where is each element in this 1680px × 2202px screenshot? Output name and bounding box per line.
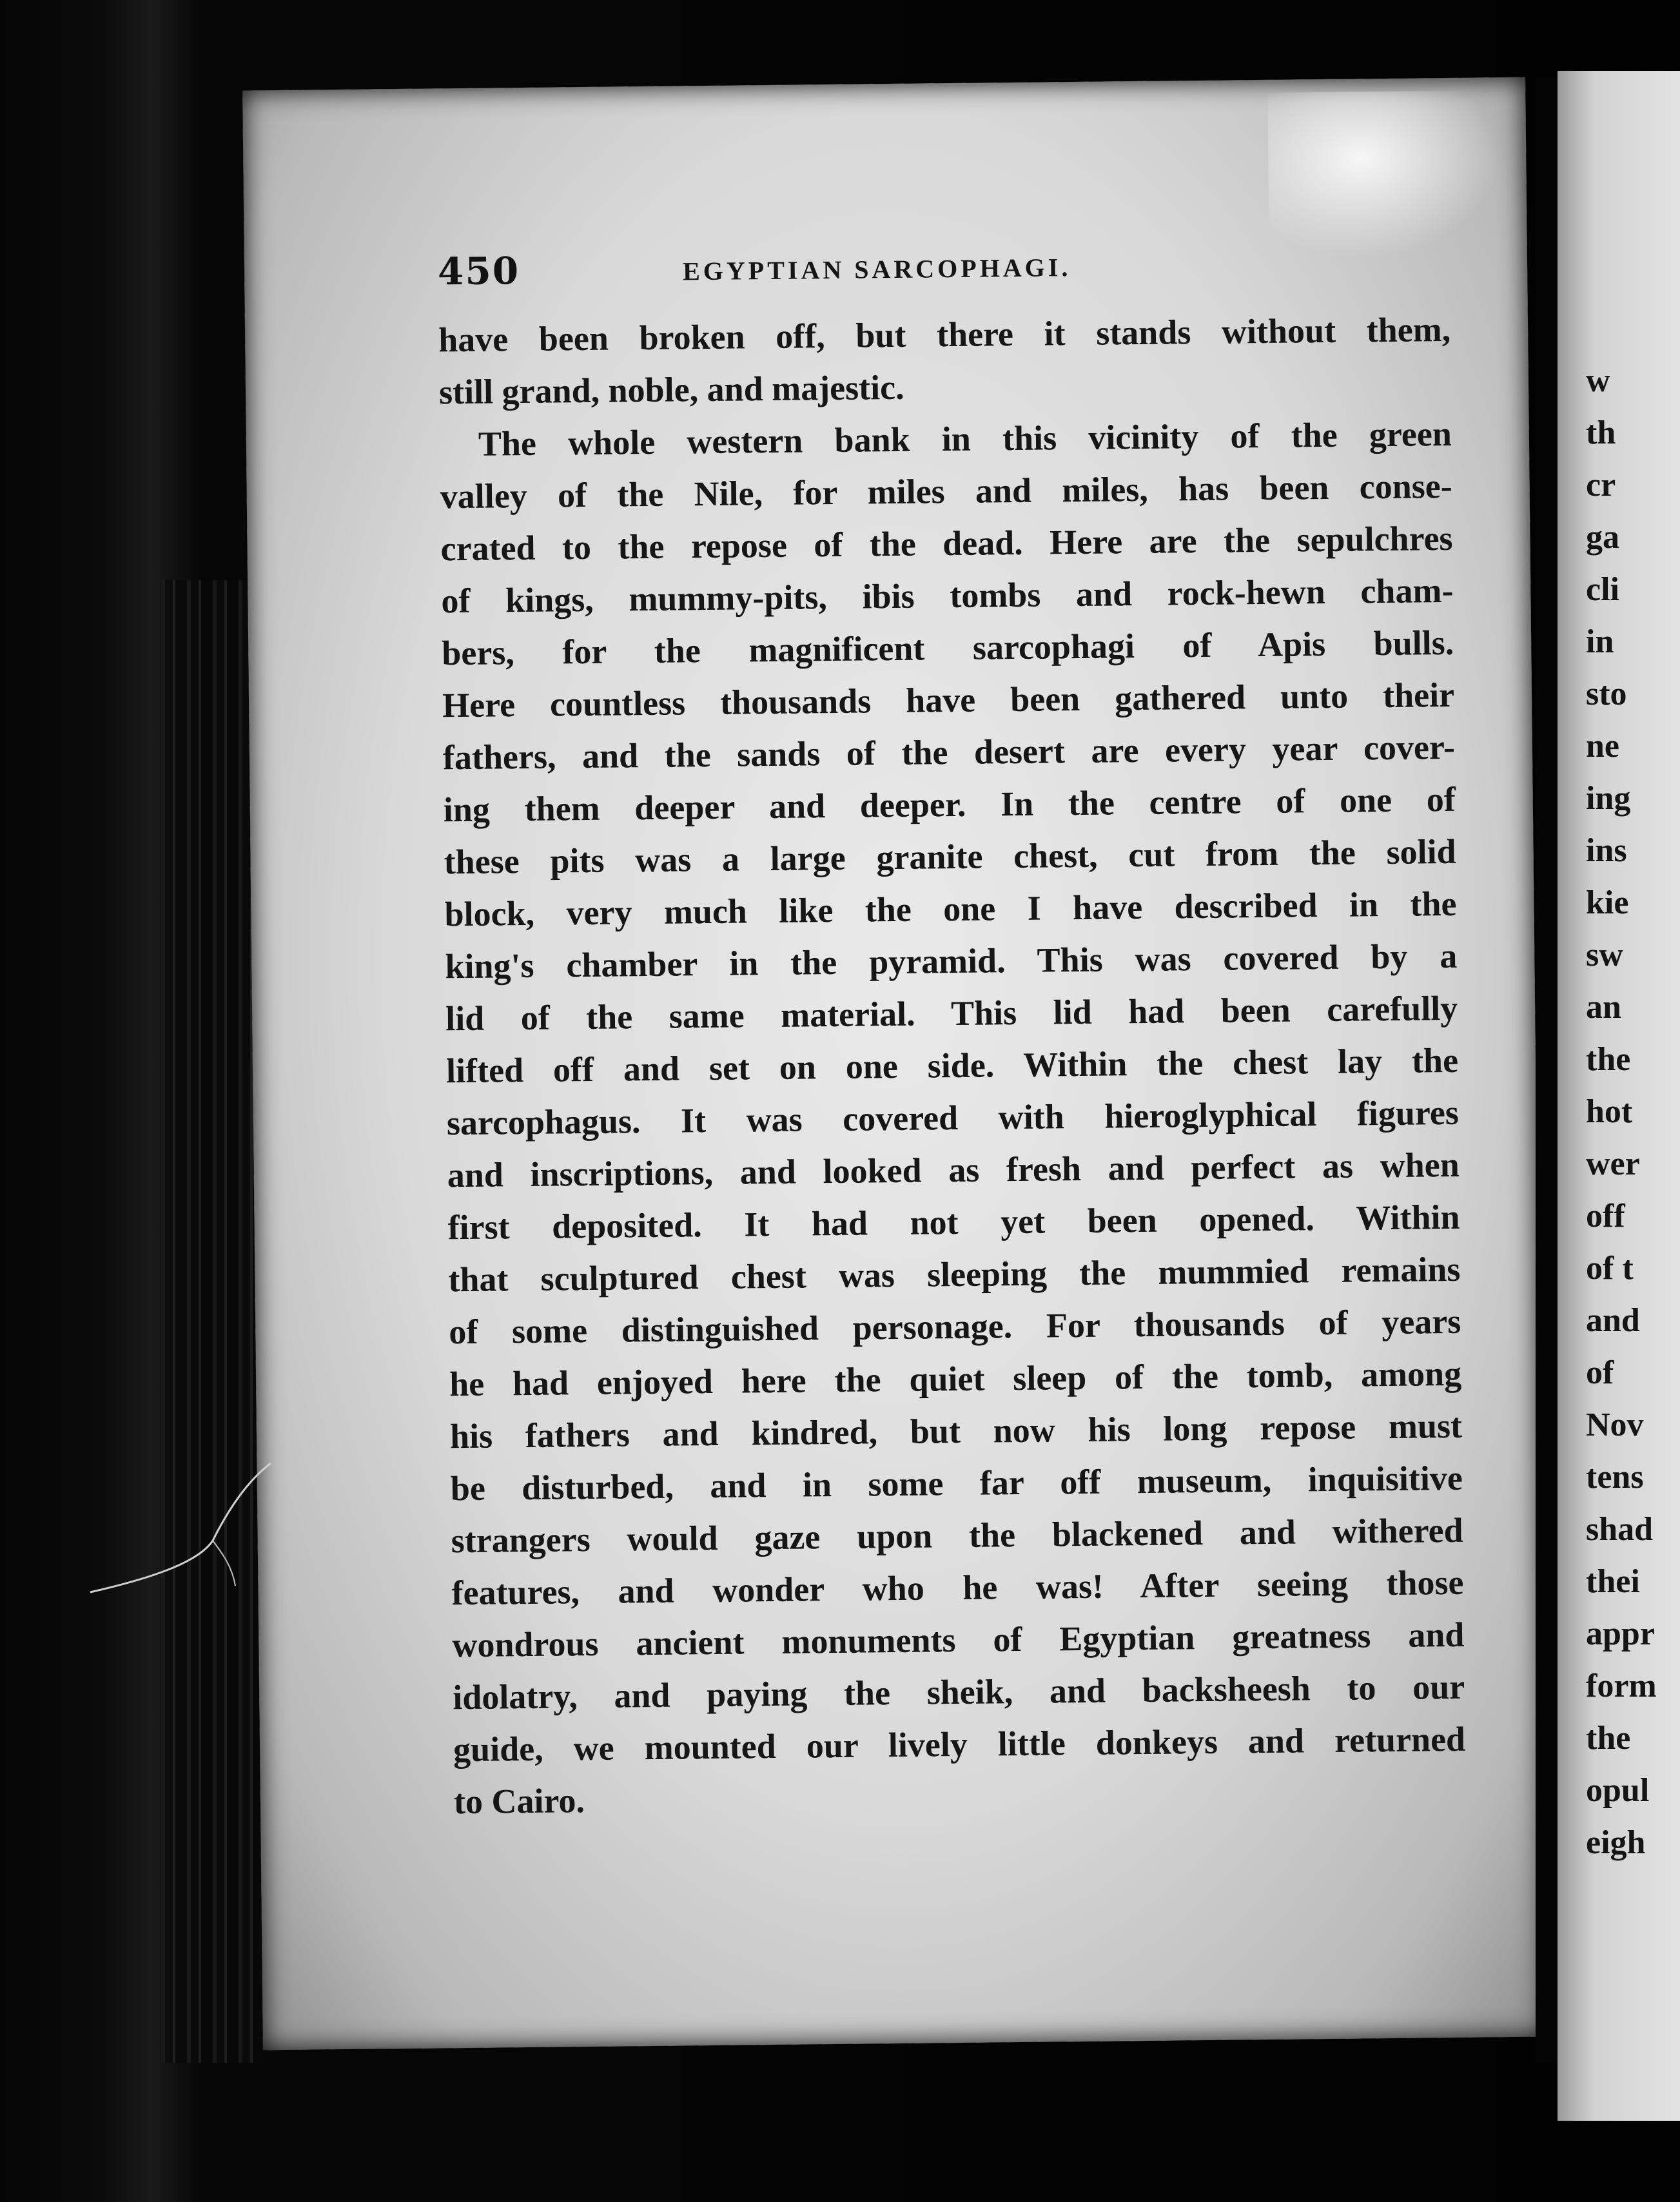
facing-text-fragment: hot	[1586, 1093, 1633, 1130]
facing-text-fragment: of	[1586, 1354, 1614, 1391]
text-line: fathers, and the sands of the desert are every year cover-	[442, 727, 1456, 777]
text-line: of kings, mummy-pits, ibis tombs and rock-hewn cham-	[441, 570, 1454, 621]
facing-text-fragment: cli	[1586, 571, 1619, 608]
facing-text-fragment: Nov	[1586, 1407, 1644, 1443]
text-line: The whole western bank in this vicinity of the green	[478, 414, 1452, 463]
text-line: have been broken off, but there it stands without them,	[438, 309, 1451, 360]
facing-text-fragment: thei	[1586, 1563, 1640, 1600]
facing-text-fragment: w	[1586, 362, 1610, 399]
text-line: crated to the repose of the dead. Here are the sepulchres	[440, 518, 1453, 569]
text-line: ing them deeper and deeper. In the centre of one of	[443, 779, 1456, 830]
text-line: lid of the same material. This lid had been carefully	[445, 988, 1458, 1038]
text-line: that sculptured chest was sleeping the mummied remains	[448, 1249, 1461, 1300]
text-line: king's chamber in the pyramid. This was covered by a	[445, 936, 1458, 986]
text-line: first deposited. It had not yet been opened. Within	[447, 1197, 1460, 1247]
text-line: wondrous ancient monuments of Egyptian greatness and	[452, 1615, 1465, 1665]
running-head	[438, 240, 1341, 302]
text-line: of some distinguished personage. For thousands of years	[449, 1301, 1461, 1352]
text-line: be disturbed, and in some far off museum, inquisitive	[450, 1458, 1463, 1508]
text-line: his fathers and kindred, but now his long repose must	[449, 1406, 1463, 1456]
text-line: Here countless thousands have been gathered unto their	[442, 675, 1455, 725]
text-line: he had enjoyed here the quiet sleep of the tomb, among	[449, 1354, 1462, 1404]
facing-text-fragment: of t	[1586, 1250, 1634, 1287]
facing-text-fragment: and	[1586, 1302, 1640, 1339]
facing-text-fragment: off	[1586, 1198, 1625, 1234]
book-page	[242, 77, 1546, 2051]
text-line: strangers would gaze upon the blackened and withered	[451, 1510, 1463, 1561]
facing-text-fragment: ins	[1586, 832, 1627, 869]
text-line: these pits was a large granite chest, cut from the solid	[444, 832, 1456, 882]
scan-light-spot	[1267, 90, 1501, 260]
text-line: to Cairo.	[453, 1781, 585, 1822]
page-number: 450	[437, 249, 520, 294]
facing-text-fragment: an	[1586, 989, 1621, 1026]
page-edge-streaks	[161, 580, 264, 2063]
facing-text-fragment: opul	[1586, 1772, 1650, 1809]
book-gutter	[1536, 77, 1558, 2063]
facing-text-fragment: form	[1586, 1668, 1657, 1704]
facing-text-fragment: tens	[1586, 1459, 1644, 1496]
body-text	[438, 304, 1467, 1828]
text-line: sarcophagus. It was covered with hieroglyphical figures	[446, 1093, 1460, 1143]
text-line: lifted off and set on one side. Within the chest lay the	[445, 1040, 1459, 1091]
facing-text-fragment: ne	[1586, 728, 1619, 765]
facing-text-fragment: kie	[1586, 884, 1629, 921]
facing-text-fragment: ing	[1586, 780, 1631, 817]
facing-text-fragment: shad	[1586, 1511, 1654, 1548]
text-line: still grand, noble, and majestic.	[438, 367, 904, 412]
text-line: block, very much like the one I have described in the	[444, 884, 1457, 934]
text-line: and inscriptions, and looked as fresh and perfect as when	[447, 1145, 1460, 1195]
facing-text-fragment: in	[1586, 623, 1614, 660]
facing-page-text	[1586, 355, 1657, 1869]
facing-text-fragment: the	[1586, 1041, 1631, 1078]
text-line: guide, we mounted our lively little donkeys and returned	[453, 1719, 1466, 1769]
facing-page-fragment	[1558, 71, 1680, 2121]
text-line: bers, for the magnificent sarcophagi of Apis bulls.	[441, 623, 1454, 673]
facing-text-fragment: eigh	[1586, 1824, 1646, 1861]
facing-text-fragment: wer	[1586, 1145, 1640, 1182]
text-line: features, and wonder who he was! After seeing those	[451, 1563, 1464, 1613]
text-line: valley of the Nile, for miles and miles, has been conse-	[440, 466, 1452, 516]
facing-text-fragment: ga	[1586, 519, 1619, 556]
running-head-title: EGYPTIAN SARCOPHAGI.	[682, 253, 1071, 286]
text-line: idolatry, and paying the sheik, and backsheesh to our	[452, 1667, 1465, 1717]
facing-text-fragment: appr	[1586, 1615, 1655, 1652]
facing-text-fragment: sw	[1586, 937, 1623, 973]
facing-text-fragment: the	[1586, 1720, 1631, 1757]
facing-text-fragment: cr	[1586, 467, 1616, 503]
facing-text-fragment: sto	[1586, 676, 1627, 712]
facing-text-fragment: th	[1586, 414, 1616, 451]
